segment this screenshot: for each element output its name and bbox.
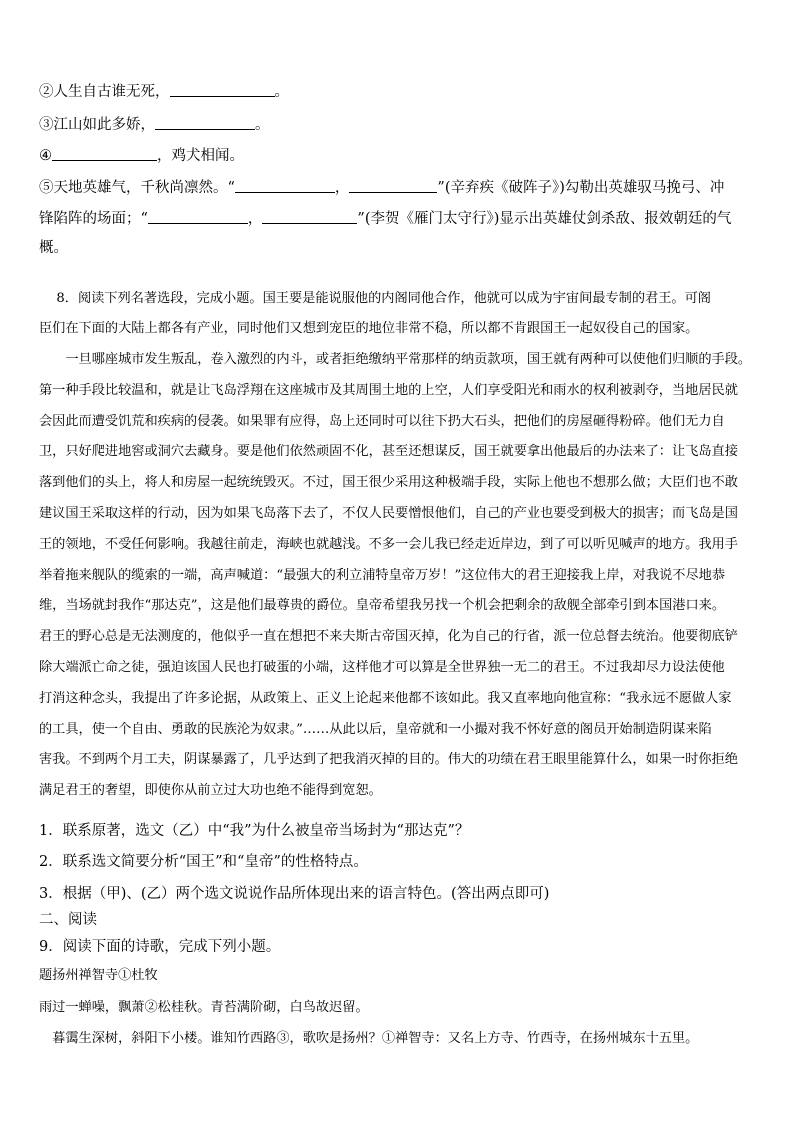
fill-blank-item-2	[39, 82, 289, 102]
answer-blank	[235, 179, 335, 193]
fill-blank-item-5-line-1	[39, 178, 724, 198]
passage-line: 除大端派亡命之徒，强迫该国人民也打破蛋的小端，这样他才可以算是全世界独一无二的君王。不过我却尽力设法使他	[39, 660, 725, 675]
item-text: 锋陷阵的场面；“	[39, 211, 148, 227]
poem-line-1: 雨过一蝉噪，飘萧②松桂秋。青苔满阶砌，白鸟故迟留。	[39, 1000, 369, 1015]
answer-blank	[262, 210, 357, 224]
item-text: 。	[274, 84, 289, 100]
fill-blank-item-4	[39, 146, 244, 166]
answer-blank	[170, 83, 275, 97]
passage-line: 第一种手段比较温和，就是让飞岛浮翔在这座城市及其周围土地的上空，人们享受阳光和雨水的权利被剥夺，当地居民就	[39, 383, 738, 398]
q8-question-3: 3．根据（甲)、(乙）两个选文说说作品所体现出来的语言特色。(答出两点即可)	[39, 886, 550, 902]
poem-line-2: 暮霭生深树，斜阳下小楼。谁知竹西路③，歌吹是扬州？①禅智寺：又名上方寺、竹西寺，在扬州城东十五里。	[39, 1031, 699, 1046]
item-text: ，	[247, 211, 263, 227]
item-text: ，	[334, 180, 350, 196]
item-text: ②人生自古谁无死，	[39, 84, 170, 100]
passage-line: 会因此而遭受饥荒和疾病的侵袭。如果罪有应得，岛上还同时可以往下扔大石头，把他们的房屋砸得粉碎。他们无力自	[39, 414, 725, 429]
q8-question-2: 2．联系选文简要分析“国王”和“皇帝”的性格特点。	[39, 854, 368, 870]
q8-question-1: 1．联系原著，选文（乙）中“我”为什么被皇帝当场封为“那达克”？	[39, 823, 470, 839]
fill-blank-item-3	[39, 115, 270, 135]
passage-line: 王的领地，不受任何影响。我越往前走，海峡也就越浅。不多一会儿我已经走近岸边，到了可以听见喊声的地方。我用手	[39, 537, 738, 552]
passage-line: 打消这种念头，我提出了许多论据，从政策上、正义上论起来他都不该如此。我又直率地向他宣称：“我永远不愿做人家	[39, 691, 732, 706]
item-text: ”(李贺《雁门太守行》)显示出英雄仗剑杀敌、报效朝廷的气	[357, 211, 732, 227]
answer-blank	[148, 210, 248, 224]
poem-title: 题扬州禅智寺①杜牧	[39, 968, 158, 983]
passage-line: 举着拖来舰队的缆索的一端，高声喊道：“最强大的利立浦特皇帝万岁！”这位伟大的君王迎接我上岸，对我说不尽地恭	[39, 568, 726, 583]
item-text: ⑤天地英雄气，千秋尚凛然。“	[39, 180, 235, 196]
q9-intro: 9．阅读下面的诗歌，完成下列小题。	[39, 939, 281, 955]
passage-line: 害我。不到两个月工夫，阴谋暴露了，几乎达到了把我消灭掉的目的。伟大的功绩在君王眼里能算什么，如果一时你拒绝	[39, 752, 738, 767]
fill-blank-item-5-line-3: 概。	[39, 240, 68, 256]
item-text: 。	[255, 117, 270, 133]
passage-line: 的工具，使一个自由、勇敢的民族沦为奴隶。”……从此以后，皇帝就和一小撮对我不怀好意的阁员开始制造阴谋来陷	[39, 722, 712, 737]
passage-line: 落到他们的头上，将人和房屋一起统统毁灭。不过，国王很少采用这种极端手段，实际上他也不想那么做；大臣们也不敢	[39, 475, 738, 490]
passage-line: 君王的野心总是无法测度的，他似乎一直在想把不来夫斯古帝国灭掉，化为自己的行省，派一位总督去统治。他要彻底铲	[39, 629, 738, 644]
answer-blank	[52, 147, 157, 161]
answer-blank	[155, 116, 255, 130]
passage-line: 满足君王的奢望，即使你从前立过大功也绝不能得到宽恕。	[39, 783, 382, 798]
fill-blank-item-5-line-2	[39, 209, 731, 229]
item-text: ，鸡犬相闻。	[157, 148, 244, 164]
item-text: ③江山如此多娇，	[39, 117, 155, 133]
item-text: ”(辛弃疾《破阵子》)勾勒出英雄驭马挽弓、冲	[437, 180, 725, 196]
passage-line: 一旦哪座城市发生叛乱，卷入激烈的内斗，或者拒绝缴纳平常那样的纳贡款项，国王就有两种可以使他们归顺的手段。	[39, 352, 752, 367]
answer-blank	[349, 179, 437, 193]
q8-intro-line-2: 臣们在下面的大陆上都各有产业，同时他们又想到宠臣的地位非常不稳，所以都不肯跟国王一起奴役自己的国家。	[39, 321, 699, 336]
passage-line: 卫，只好爬进地窖或洞穴去藏身。要是他们依然顽固不化，甚至还想谋反，国王就要拿出他最后的办法来了：让飞岛直接	[39, 444, 738, 459]
item-text: ④	[39, 148, 52, 164]
section-heading: 二、阅读	[39, 912, 97, 928]
passage-line: 维，当场就封我作“那达克”，这是他们最尊贵的爵位。皇帝希望我另找一个机会把剩余的敌舰全部牵引到本国港口来。	[39, 598, 726, 613]
q8-intro-line-1: 8．阅读下列名著选段，完成小题。国王要是能说服他的内阁同他合作，他就可以成为宇宙间最专制的君王。可阁	[39, 291, 711, 306]
passage-line: 建议国王采取这样的行动，因为如果飞岛落下去了，不仅人民要憎恨他们，自己的产业也要受到极大的损害；而飞岛是国	[39, 506, 738, 521]
